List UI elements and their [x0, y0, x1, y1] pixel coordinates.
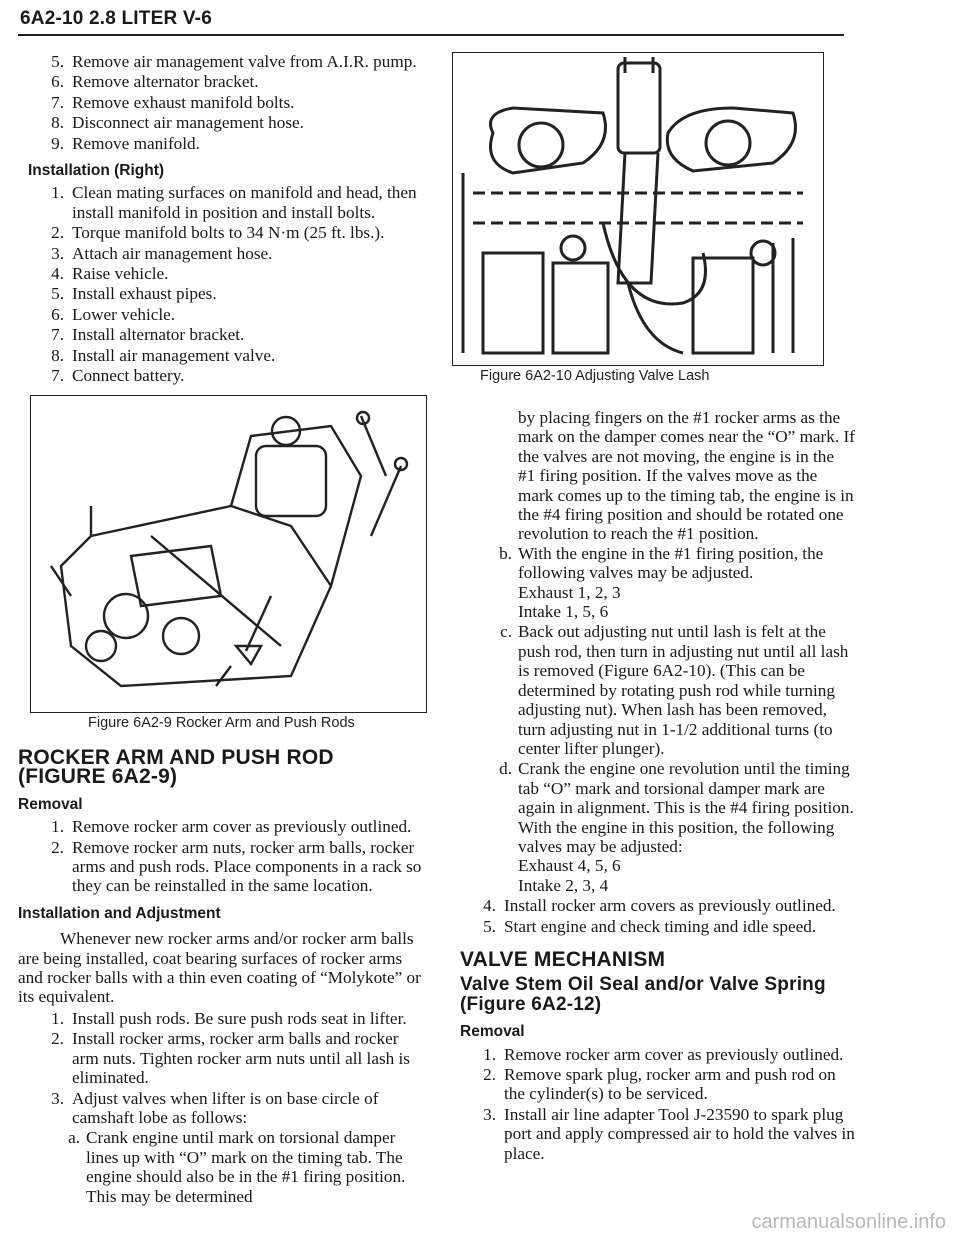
rocker-install-heading: Installation and Adjustment [18, 904, 221, 922]
rocker-install-steps [28, 1009, 426, 1127]
rocker-removal-heading: Removal [18, 795, 83, 813]
list-item: 6. Lower vehicle. [51, 304, 176, 324]
list-item: 5. Remove air management valve from A.I.R. pump. [51, 52, 417, 71]
watermark: carmanualsonline.info [751, 1211, 946, 1233]
installation-right-steps [28, 183, 428, 385]
valve-stem-seal-heading: Valve Stem Oil Seal and/or Valve Spring (Figure 6A2-12) [460, 974, 826, 1015]
list-item: d. Crank the engine one revolution until the timing tab “O” mark and torsional damper mark are again in alignment. This is the #4 firing position. With the engine in this position, the following valves may be adjusted: Exhaust 4, 5, 6 Intake 2, 3, 4 [499, 759, 854, 895]
list-item: 9. Remove manifold. [51, 133, 200, 153]
list-item: 8. Disconnect air management hose. [51, 113, 304, 133]
list-item: 6. Remove alternator bracket. [51, 72, 259, 92]
valve-removal-heading: Removal [460, 1023, 525, 1041]
list-item: 8. Install air management valve. [51, 345, 276, 365]
figure-9-caption: Figure 6A2-9 Rocker Arm and Push Rods [88, 715, 355, 731]
list-item: b. With the engine in the #1 firing position, the following valves may be adjusted. Exhaust 1, 2, 3 Intake 1, 5, 6 [460, 544, 855, 622]
list-item: 1. Remove rocker arm cover as previously outlined. [51, 817, 412, 837]
install-steps-4-5 [460, 896, 855, 936]
valve-removal-steps [460, 1045, 855, 1163]
list-item: 2. Install rocker arms, rocker arm balls and rocker arm nuts. Tighten rocker arm nuts until all lash is eliminated. [51, 1029, 410, 1088]
intake-valves-d: Intake 2, 3, 4 [518, 875, 609, 895]
rocker-arm-illustration [31, 396, 426, 712]
installation-right-heading: Installation (Right) [28, 162, 165, 180]
list-item: 7. Install alternator bracket. [51, 325, 245, 345]
list-item: 7. Connect battery. [51, 366, 185, 386]
rocker-install-paragraph: Whenever new rocker arms and/or rocker arm balls are being installed, coat bearing surfaces of rocker arms and rocker balls with a thin even coating of “Molykote” or its equivalent. [18, 929, 421, 1007]
figure-rocker-arm [30, 395, 427, 713]
list-item: 4. Install rocker arm covers as previously outlined. [483, 896, 836, 916]
figure-valve-lash [452, 52, 824, 366]
list-item: c. Back out adjusting nut until lash is felt at the push rod, then turn in adjusting nut until all lash is removed (Figure 6A2-10). (This can be determined by rotating push rod while turning adjusting nut). When lash has been removed, turn adjusting nut in 1-1/2 additional turns (to center lifter plunger). [500, 622, 849, 758]
right-column [460, 408, 855, 1164]
list-item: 1. Remove rocker arm cover as previously outlined. [483, 1044, 844, 1064]
figure-10-caption: Figure 6A2-10 Adjusting Valve Lash [480, 368, 710, 384]
exhaust-valves-b: Exhaust 1, 2, 3 [518, 582, 621, 602]
list-item: 1. Install push rods. Be sure push rods seat in lifter. [51, 1008, 407, 1028]
list-item: 2. Torque manifold bolts to 34 N·m (25 ft. lbs.). [51, 223, 385, 243]
valve-mechanism-heading: VALVE MECHANISM [460, 947, 666, 971]
substeps-b-d [460, 544, 855, 895]
valve-lash-illustration [453, 53, 823, 365]
page-header: 6A2-10 2.8 LITER V-6 [20, 8, 212, 29]
list-item: 2. Remove rocker arm nuts, rocker arm balls, rocker arms and push rods. Place components in a rack so they can be reinstalled in the same location. [51, 837, 422, 896]
list-item: 4. Raise vehicle. [51, 264, 169, 284]
left-column-lower [18, 734, 426, 1207]
removal-steps-continued [28, 52, 428, 153]
rocker-arm-section-heading: ROCKER ARM AND PUSH ROD (FIGURE 6A2-9) [18, 746, 334, 789]
list-item: 2. Remove spark plug, rocker arm and push rod on the cylinder(s) to be serviced. [483, 1065, 836, 1104]
rocker-install-substeps [28, 1128, 426, 1206]
list-item: 7. Remove exhaust manifold bolts. [51, 92, 295, 112]
list-item: 3. Adjust valves when lifter is on base circle of camshaft lobe as follows: [51, 1088, 379, 1127]
list-item: 3. Install air line adapter Tool J-23590 to spark plug port and apply compressed air to hold the valves in place. [483, 1104, 855, 1163]
header-rule [18, 34, 844, 36]
list-item: 5. Install exhaust pipes. [51, 284, 217, 304]
list-item: 1. Clean mating surfaces on manifold and head, then install manifold in position and install bolts. [51, 183, 417, 222]
list-item: 5. Start engine and check timing and idle speed. [483, 916, 817, 936]
substep-a-continued: by placing fingers on the #1 rocker arms as the mark on the damper comes near the “O” mark. If the valves are not moving, the engine is in the #1 firing position. If the valves move as the mark comes up to the timing tab, the engine is in the #4 firing position and should be rotated one revolution to reach the #1 position. [518, 408, 855, 544]
exhaust-valves-d: Exhaust 4, 5, 6 [518, 856, 621, 876]
rocker-removal-steps [28, 817, 426, 896]
list-item: a. Crank engine until mark on torsional damper lines up with “O” mark on the timing tab. The engine should also be in the #1 firing position. This may be determined [68, 1128, 406, 1206]
left-column [28, 52, 428, 387]
list-item: 3. Attach air management hose. [51, 243, 273, 263]
intake-valves-b: Intake 1, 5, 6 [518, 602, 609, 622]
